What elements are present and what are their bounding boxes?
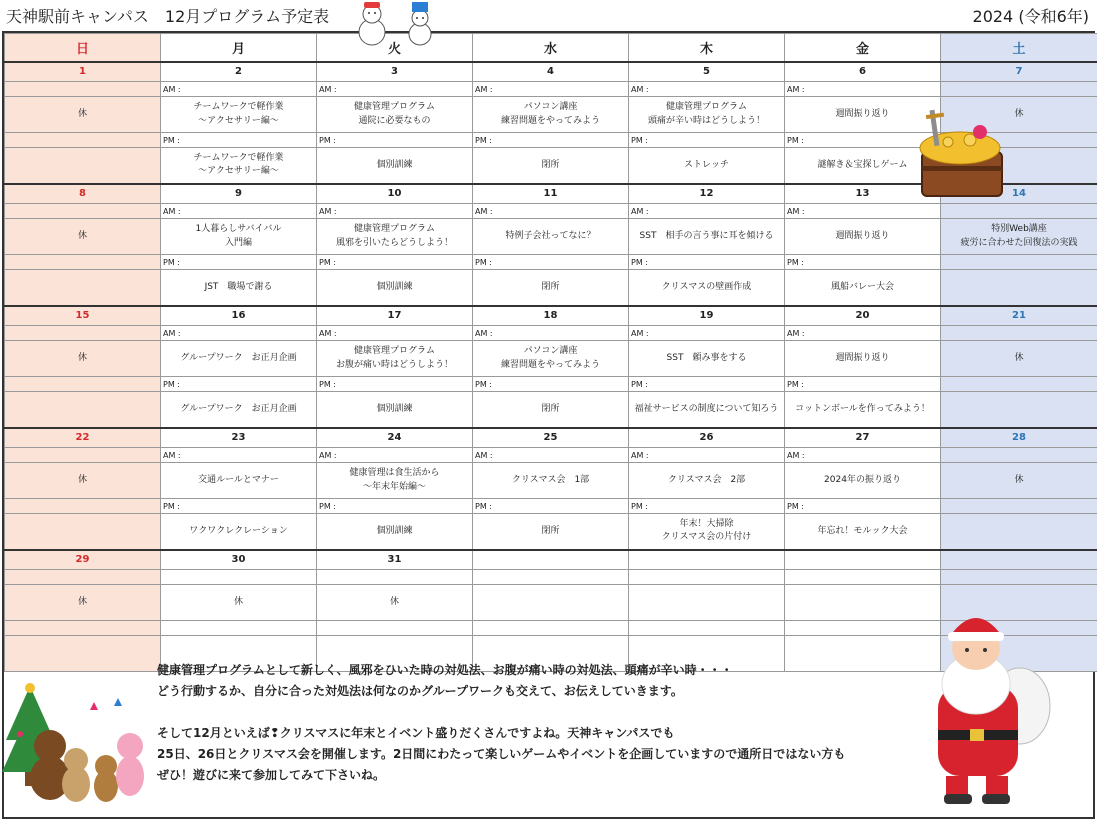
date-cell: 16 (161, 306, 317, 326)
pm-activity: 風船バレー大会 (785, 270, 941, 306)
am-activity: チームワークで軽作業 ～アクセサリー編～ (161, 97, 317, 133)
am-label (629, 570, 785, 585)
pm-label (5, 499, 161, 514)
pm-label (317, 621, 473, 636)
am-label (161, 570, 317, 585)
date-cell (473, 550, 629, 570)
date-cell: 10 (317, 184, 473, 204)
pm-label: PM : (473, 377, 629, 392)
am-activity (473, 585, 629, 621)
pm-label-row (5, 499, 1097, 514)
pm-label: PM : (785, 255, 941, 270)
am-activity: 休 (317, 585, 473, 621)
am-activity: 休 (161, 585, 317, 621)
am-label: AM : (629, 204, 785, 219)
am-label (5, 448, 161, 463)
pm-label (941, 377, 1097, 392)
pm-activity: JST 職場で謝る (161, 270, 317, 306)
date-cell (785, 550, 941, 570)
am-label: AM : (629, 82, 785, 97)
date-cell: 27 (785, 428, 941, 448)
pm-activity: 閉所 (473, 148, 629, 184)
pm-activity: 謎解き＆宝探しゲーム (785, 148, 941, 184)
date-cell: 22 (5, 428, 161, 448)
program-title: 12月プログラム予定表 (164, 7, 330, 26)
am-activity: 健康管理プログラム 頭痛が辛い時はどうしよう！ (629, 97, 785, 133)
pm-activity: 個別訓練 (317, 392, 473, 428)
page-title (6, 4, 345, 27)
pm-activity-row (5, 270, 1097, 306)
pm-label (161, 621, 317, 636)
pm-label (941, 499, 1097, 514)
pm-label (785, 621, 941, 636)
note-line: どう行動するか、自分に合った対処法は何なのかグループワークも交えて、お伝えしていきます。 (157, 684, 683, 698)
am-label: AM : (785, 448, 941, 463)
am-label-row (5, 570, 1097, 585)
christmas-animals-illustration (2, 680, 154, 808)
am-label: AM : (473, 204, 629, 219)
date-cell: 9 (161, 184, 317, 204)
am-label: AM : (161, 204, 317, 219)
date-cell: 11 (473, 184, 629, 204)
pm-activity: コットンボールを作ってみよう！ (785, 392, 941, 428)
am-activity: クリスマス会 2部 (629, 463, 785, 499)
am-activity: 休 (5, 219, 161, 255)
am-activity-row (5, 341, 1097, 377)
pm-label (5, 255, 161, 270)
am-label: AM : (317, 326, 473, 341)
pm-activity: 福祉サービスの制度について知ろう (629, 392, 785, 428)
date-cell (941, 550, 1097, 570)
date-cell: 17 (317, 306, 473, 326)
am-activity: 休 (941, 341, 1097, 377)
campus-name: 天神駅前キャンパス (6, 7, 149, 26)
date-cell: 31 (317, 550, 473, 570)
date-cell: 7 (941, 62, 1097, 82)
date-cell: 25 (473, 428, 629, 448)
am-label: AM : (161, 326, 317, 341)
am-label: AM : (785, 204, 941, 219)
am-activity: 1人暮らしサバイバル 入門編 (161, 219, 317, 255)
am-activity-row (5, 219, 1097, 255)
weekday-header-row (5, 34, 1097, 62)
pm-label: PM : (629, 133, 785, 148)
am-label: AM : (161, 82, 317, 97)
am-activity: パソコン講座 練習問題をやってみよう (473, 341, 629, 377)
weekday-monday: 月 (161, 34, 317, 62)
pm-label: PM : (629, 255, 785, 270)
am-label (5, 570, 161, 585)
pm-label: PM : (629, 377, 785, 392)
date-cell: 5 (629, 62, 785, 82)
pm-label-row (5, 255, 1097, 270)
weekday-tuesday: 火 (317, 34, 473, 62)
pm-label (5, 621, 161, 636)
pm-activity (5, 392, 161, 428)
pm-label (629, 621, 785, 636)
date-cell: 21 (941, 306, 1097, 326)
am-label (317, 570, 473, 585)
pm-activity (941, 270, 1097, 306)
date-cell (629, 550, 785, 570)
am-activity (785, 585, 941, 621)
treasure-chest-illustration (914, 104, 1010, 204)
note-line (157, 702, 937, 723)
am-activity: 週間振り返り (785, 219, 941, 255)
date-cell: 29 (5, 550, 161, 570)
am-activity: 特別Web講座 疲労に合わせた回復法の実践 (941, 219, 1097, 255)
am-label: AM : (473, 448, 629, 463)
am-activity: 休 (5, 341, 161, 377)
date-cell: 4 (473, 62, 629, 82)
pm-label: PM : (161, 133, 317, 148)
date-cell: 8 (5, 184, 161, 204)
am-activity: SST 相手の言う事に耳を傾ける (629, 219, 785, 255)
note-line: 25日、26日とクリスマス会を開催します。2日間にわたって楽しいゲームやイベントを企画していますので通所日ではない方も (157, 747, 846, 761)
am-label (5, 326, 161, 341)
date-cell: 24 (317, 428, 473, 448)
date-row (5, 62, 1097, 82)
am-activity: クリスマス会 1部 (473, 463, 629, 499)
date-cell: 1 (5, 62, 161, 82)
date-cell: 14 (941, 184, 1097, 204)
am-activity: 特例子会社ってなに？ (473, 219, 629, 255)
pm-label: PM : (317, 499, 473, 514)
am-activity: SST 頼み事をする (629, 341, 785, 377)
pm-label: PM : (317, 255, 473, 270)
date-cell: 12 (629, 184, 785, 204)
am-label: AM : (317, 448, 473, 463)
pm-activity: 閉所 (473, 270, 629, 306)
pm-label: PM : (785, 377, 941, 392)
am-label (941, 204, 1097, 219)
pm-activity: 個別訓練 (317, 514, 473, 550)
am-label: AM : (629, 448, 785, 463)
am-label: AM : (473, 82, 629, 97)
date-cell: 23 (161, 428, 317, 448)
pm-activity-row (5, 392, 1097, 428)
santa-illustration (920, 606, 1054, 806)
pm-label: PM : (785, 499, 941, 514)
pm-activity: ワクワクレクレーション (161, 514, 317, 550)
am-activity: 休 (5, 463, 161, 499)
date-cell: 30 (161, 550, 317, 570)
pm-activity: クリスマスの壁画作成 (629, 270, 785, 306)
am-label (941, 82, 1097, 97)
am-activity: グループワーク お正月企画 (161, 341, 317, 377)
date-cell: 3 (317, 62, 473, 82)
pm-label-row (5, 377, 1097, 392)
date-cell: 26 (629, 428, 785, 448)
year-label: 2024 (令和6年) (972, 7, 1089, 26)
snowmen-illustration (354, 0, 440, 48)
pm-activity: 閉所 (473, 514, 629, 550)
am-activity: 交通ルールとマナー (161, 463, 317, 499)
am-label (941, 326, 1097, 341)
note-line: ぜひ！遊びに来て参加してみて下さいね。 (157, 768, 386, 782)
weekday-sunday: 日 (5, 34, 161, 62)
am-label (941, 448, 1097, 463)
am-label (5, 82, 161, 97)
am-label-row (5, 82, 1097, 97)
pm-activity (5, 270, 161, 306)
date-cell: 20 (785, 306, 941, 326)
date-cell: 28 (941, 428, 1097, 448)
pm-activity: チームワークで軽作業 ～アクセサリー編～ (161, 148, 317, 184)
am-activity (629, 585, 785, 621)
pm-activity (5, 514, 161, 550)
pm-label (941, 255, 1097, 270)
am-label-row (5, 448, 1097, 463)
am-activity-row (5, 463, 1097, 499)
pm-activity (5, 636, 161, 672)
pm-label: PM : (161, 255, 317, 270)
weekday-thursday: 木 (629, 34, 785, 62)
weekday-friday: 金 (785, 34, 941, 62)
weekday-wednesday: 水 (473, 34, 629, 62)
am-activity: 休 (941, 463, 1097, 499)
weekday-saturday: 土 (941, 34, 1097, 62)
am-activity: パソコン講座 練習問題をやってみよう (473, 97, 629, 133)
date-cell: 15 (5, 306, 161, 326)
date-cell: 18 (473, 306, 629, 326)
pm-label (5, 133, 161, 148)
pm-activity (941, 514, 1097, 550)
am-activity: 健康管理プログラム 通院に必要なもの (317, 97, 473, 133)
am-label: AM : (317, 204, 473, 219)
am-label: AM : (473, 326, 629, 341)
date-row (5, 428, 1097, 448)
am-activity: 休 (5, 97, 161, 133)
pm-label: PM : (473, 499, 629, 514)
pm-activity: 個別訓練 (317, 148, 473, 184)
am-activity: 健康管理は食生活から ～年末年始編～ (317, 463, 473, 499)
am-label: AM : (629, 326, 785, 341)
pm-label: PM : (473, 255, 629, 270)
pm-label (473, 621, 629, 636)
pm-label: PM : (161, 377, 317, 392)
am-label (785, 570, 941, 585)
pm-label: PM : (473, 133, 629, 148)
am-label-row (5, 204, 1097, 219)
am-activity: 健康管理プログラム 風邪を引いたらどうしよう！ (317, 219, 473, 255)
pm-activity (5, 148, 161, 184)
am-label: AM : (161, 448, 317, 463)
pm-activity: 閉所 (473, 392, 629, 428)
date-row (5, 306, 1097, 326)
date-cell: 19 (629, 306, 785, 326)
pm-label: PM : (317, 377, 473, 392)
am-label: AM : (785, 82, 941, 97)
date-cell: 6 (785, 62, 941, 82)
announcement-note (157, 660, 937, 786)
pm-label: PM : (785, 133, 941, 148)
pm-label: PM : (317, 133, 473, 148)
pm-activity-row (5, 514, 1097, 550)
am-activity: 週間振り返り (785, 341, 941, 377)
note-line: 健康管理プログラムとして新しく、風邪をひいた時の対処法、お腹が痛い時の対処法、頭痛が辛い時・・・ (157, 663, 733, 677)
date-cell: 2 (161, 62, 317, 82)
am-label: AM : (785, 326, 941, 341)
pm-label: PM : (629, 499, 785, 514)
am-activity: 週間振り返り (785, 97, 941, 133)
am-activity: 休 (941, 97, 1097, 133)
pm-label (5, 377, 161, 392)
am-activity: 休 (5, 585, 161, 621)
am-label (473, 570, 629, 585)
am-label (941, 570, 1097, 585)
date-row (5, 550, 1097, 570)
pm-label: PM : (161, 499, 317, 514)
date-cell: 13 (785, 184, 941, 204)
pm-activity: 個別訓練 (317, 270, 473, 306)
am-label-row (5, 326, 1097, 341)
am-label: AM : (317, 82, 473, 97)
pm-activity: ストレッチ (629, 148, 785, 184)
pm-activity: 年忘れ！モルック大会 (785, 514, 941, 550)
pm-activity (941, 392, 1097, 428)
am-activity: 2024年の振り返り (785, 463, 941, 499)
note-line: そして12月といえば❢クリスマスに年末とイベント盛りだくさんですよね。天神キャンパスでも (157, 726, 675, 740)
am-activity: 健康管理プログラム お腹が痛い時はどうしよう！ (317, 341, 473, 377)
am-label (5, 204, 161, 219)
pm-activity: 年末！大掃除 クリスマス会の片付け (629, 514, 785, 550)
pm-activity: グループワーク お正月企画 (161, 392, 317, 428)
